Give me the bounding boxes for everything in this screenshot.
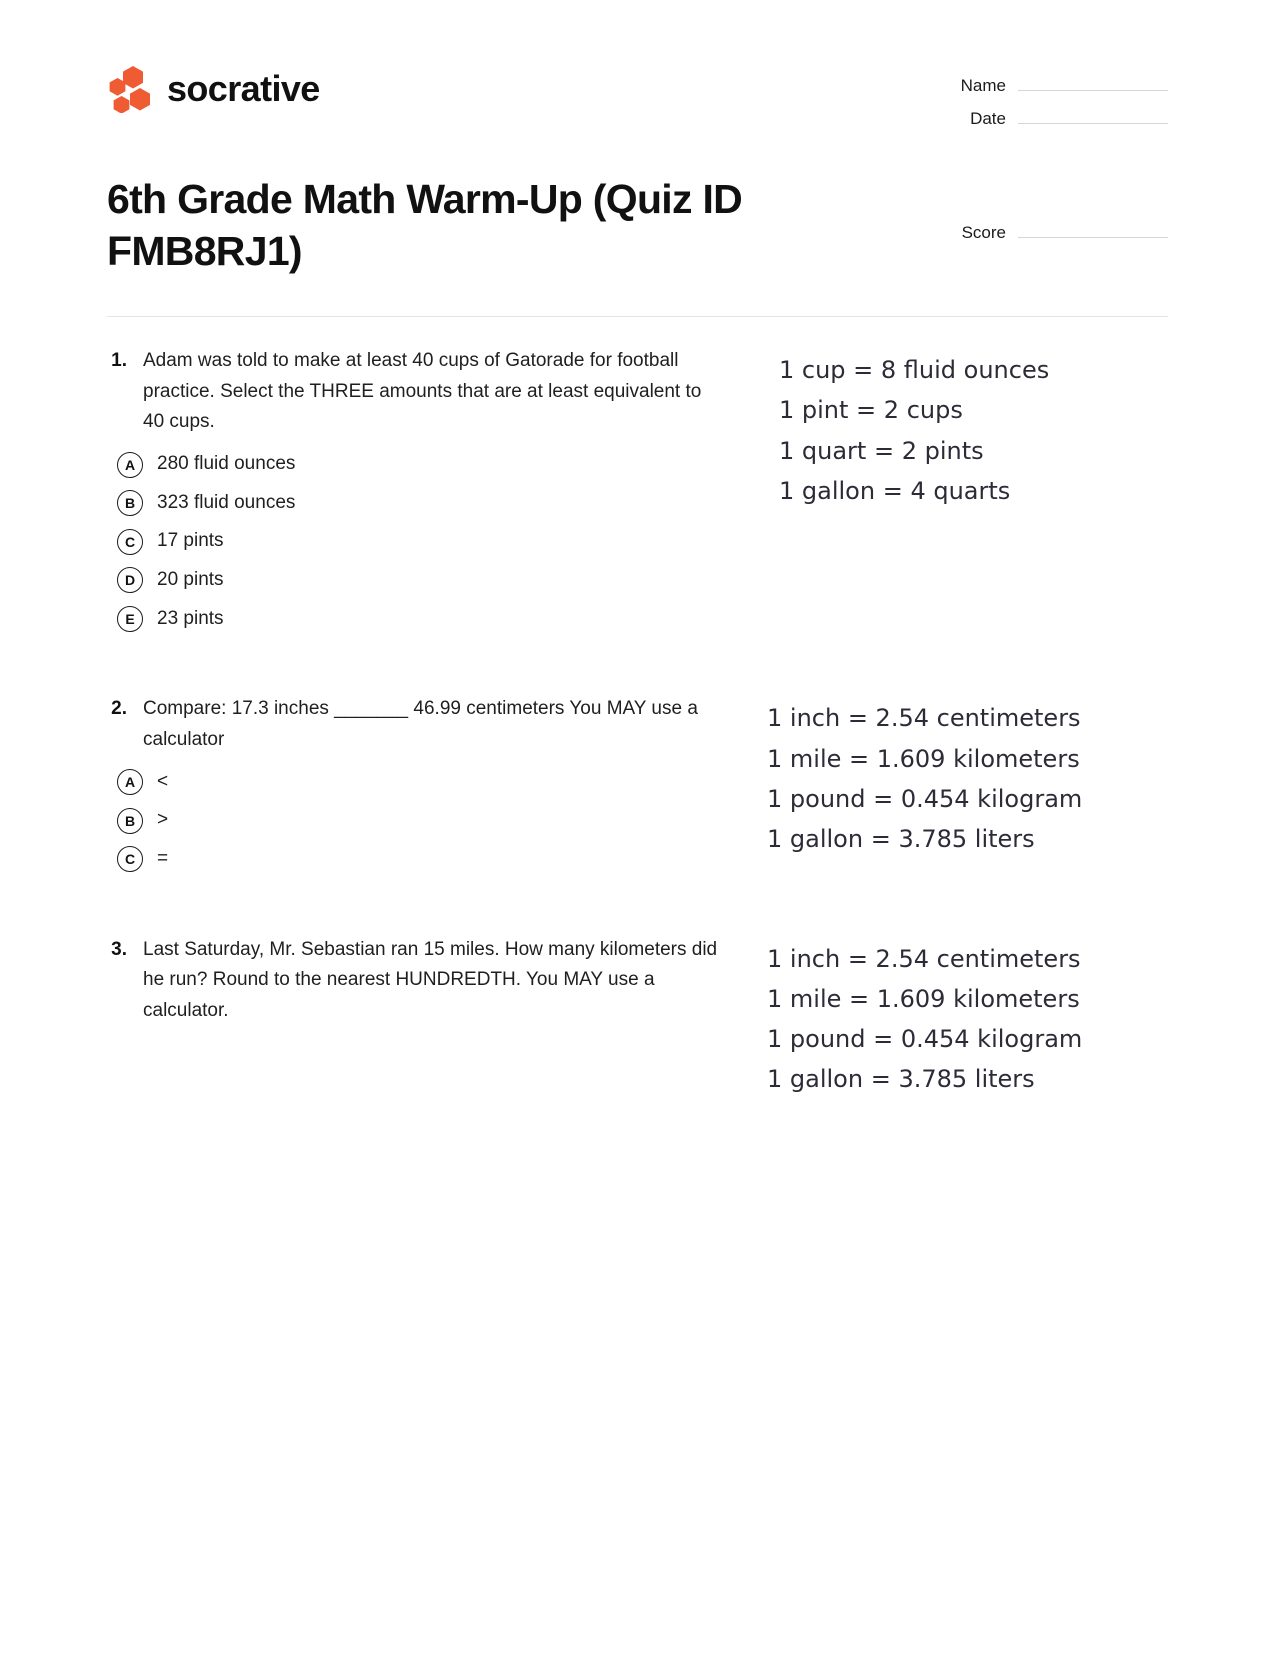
question-item — [107, 346, 1168, 648]
question-heading — [107, 935, 767, 1027]
name-field-input-line[interactable] — [1018, 73, 1168, 91]
conversion-line: 1 pint = 2 cups — [779, 396, 963, 425]
option-label: 323 fluid ounces — [157, 491, 296, 513]
option-label: 280 fluid ounces — [157, 453, 296, 475]
question-reference-image — [767, 346, 1168, 511]
question-item — [107, 935, 1168, 1100]
page-title: 6th Grade Math Warm-Up (Quiz ID FMB8RJ1) — [107, 176, 743, 275]
conversion-line: 1 cup = 8 fluid ounces — [779, 355, 1050, 384]
option-bubble-a[interactable]: A — [117, 769, 143, 795]
option-label: 23 pints — [157, 607, 224, 629]
score-field-input-line[interactable] — [1018, 220, 1168, 238]
answer-option[interactable] — [107, 451, 767, 478]
question-heading — [107, 694, 767, 756]
option-label: = — [157, 847, 169, 869]
question-text: Last Saturday, Mr. Sebastian ran 15 miles. How many kilometers did he run? Round to the nearest HUNDREDTH. You MAY use a calculator. — [143, 938, 718, 1022]
socrative-brand — [107, 65, 320, 113]
answer-options — [107, 769, 767, 873]
name-field-row — [923, 73, 1168, 96]
answer-option[interactable] — [107, 490, 767, 517]
option-bubble-d[interactable]: D — [117, 567, 143, 593]
answer-option[interactable] — [107, 769, 767, 796]
date-field-row — [923, 106, 1168, 129]
score-field-label: Score — [961, 223, 1006, 242]
conversion-line: 1 pound = 0.454 kilogram — [767, 784, 1083, 813]
option-bubble-b[interactable]: B — [117, 808, 143, 834]
option-bubble-c[interactable]: C — [117, 846, 143, 872]
question-number: 3. — [111, 938, 127, 960]
question-text: Compare: 17.3 inches _______ 46.99 centimeters You MAY use a calculator — [143, 698, 698, 750]
question-reference-image — [767, 694, 1168, 859]
answer-option[interactable] — [107, 567, 767, 594]
question-item — [107, 694, 1168, 888]
question-body — [107, 346, 767, 648]
conversion-line: 1 inch = 2.54 centimeters — [767, 944, 1081, 973]
student-meta-fields — [923, 57, 1168, 139]
option-label: > — [157, 809, 169, 831]
question-body — [107, 935, 767, 1027]
score-field-row — [923, 220, 1168, 243]
title-area — [0, 173, 1275, 278]
conversion-line: 1 gallon = 3.785 liters — [767, 1065, 1035, 1094]
conversion-line: 1 mile = 1.609 kilometers — [767, 984, 1080, 1013]
answer-option[interactable] — [107, 846, 767, 873]
conversion-reference-table — [767, 698, 1168, 859]
answer-option[interactable] — [107, 528, 767, 555]
question-number: 2. — [111, 698, 127, 720]
conversion-line: 1 gallon = 3.785 liters — [767, 825, 1035, 854]
conversion-line: 1 inch = 2.54 centimeters — [767, 704, 1081, 733]
option-bubble-a[interactable]: A — [117, 452, 143, 478]
option-label: < — [157, 770, 169, 792]
answer-option[interactable] — [107, 807, 767, 834]
conversion-reference-table — [767, 939, 1168, 1100]
answer-options — [107, 451, 767, 632]
option-bubble-e[interactable]: E — [117, 606, 143, 632]
conversion-line: 1 mile = 1.609 kilometers — [767, 744, 1080, 773]
date-field-input-line[interactable] — [1018, 106, 1168, 124]
question-number: 1. — [111, 349, 127, 371]
brand-name: socrative — [167, 68, 320, 109]
header-divider — [107, 316, 1168, 317]
name-field-label: Name — [960, 76, 1006, 95]
hexagon-cluster-icon — [107, 65, 153, 113]
date-field-label: Date — [970, 109, 1006, 128]
conversion-line: 1 gallon = 4 quarts — [779, 476, 1011, 505]
answer-option[interactable] — [107, 606, 767, 633]
option-bubble-b[interactable]: B — [117, 490, 143, 516]
question-body — [107, 694, 767, 888]
option-bubble-c[interactable]: C — [117, 529, 143, 555]
question-heading — [107, 346, 767, 438]
option-label: 17 pints — [157, 530, 224, 552]
page-header — [0, 0, 1275, 139]
option-label: 20 pints — [157, 569, 224, 591]
conversion-line: 1 pound = 0.454 kilogram — [767, 1025, 1083, 1054]
question-reference-image — [767, 935, 1168, 1100]
questions-list — [0, 346, 1275, 1100]
conversion-line: 1 quart = 2 pints — [779, 436, 984, 465]
question-text: Adam was told to make at least 40 cups of Gatorade for football practice. Select the THREE amounts that are at least equivalent to 40 cups. — [143, 349, 702, 433]
conversion-reference-table — [779, 350, 1168, 511]
